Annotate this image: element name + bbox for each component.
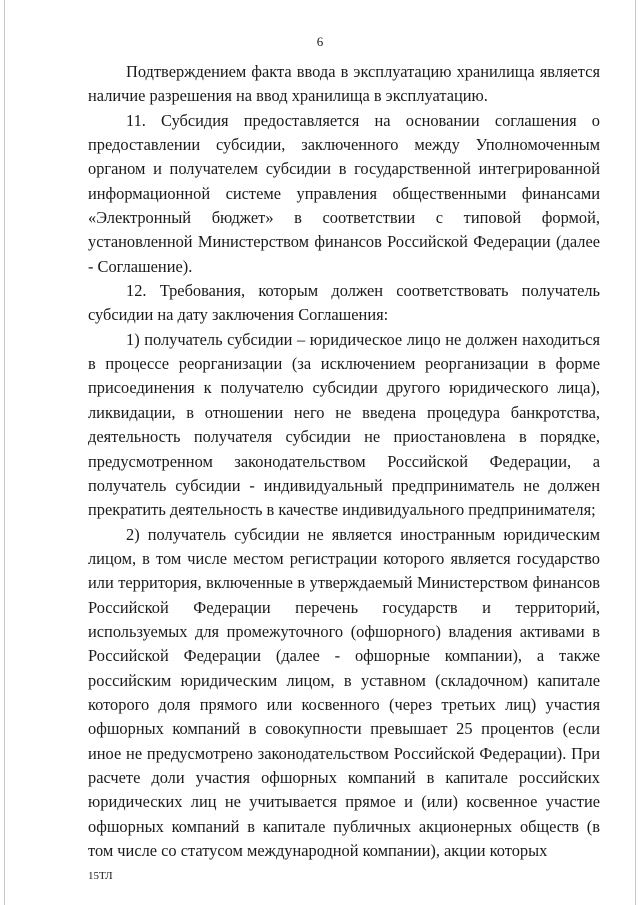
paragraph-12: 12. Требования, которым должен соответствовать получатель субсидии на дату заключения Соглашения: (88, 281, 600, 325)
paragraph-intro: Подтверждением факта ввода в эксплуатацию хранилища является наличие разрешения на ввод хранилища в эксплуатацию. (88, 62, 600, 106)
paragraph-12-item-2: 2) получатель субсидии не является иностранным юридическим лицом, в том числе местом регистрации которого является государство или территория, включенные в утверждаемый Министерством финансов Российской Федерации перечень государств и территорий, используемых для промежуточного (офшорного) владения активами в Российской Федерации (далее - офшорные компании), а также российским юридическим лицом, в уставном (складочном) капитале которого доля прямого или косвенного (через третьих лиц) участия офшорных компаний в совокупности превышает 25 процентов (если иное не предусмотрено законодательством Российской Федерации). При расчете доли участия офшорных компаний в капитале российских юридических лиц не учитывается прямое и (или) косвенное участие офшорных компаний в капитале публичных акционерных обществ (в том числе со статусом международной компании), акции которых (88, 524, 600, 860)
paragraph-11: 11. Субсидия предоставляется на основании соглашения о предоставлении субсидии, заключенного между Уполномоченным органом и получателем субсидии в государственной интегрированной информационной системе управления общественными финансами «Электронный бюджет» в соответствии с типовой формой, установленной Министерством финансов Российской Федерации (далее - Соглашение). (88, 110, 600, 276)
footer-code: 15ТЛ (88, 870, 113, 882)
scan-edge-left (4, 0, 5, 905)
scan-edge-right (635, 0, 636, 905)
page-number: 6 (316, 34, 324, 49)
paragraph-12-item-1: 1) получатель субсидии – юридическое лицо не должен находиться в процессе реорганизации (за исключением реорганизации в форме присоединения к получателю субсидии другого юридического лица), ликвидации, в отношении него не введена процедура банкротства, деятельность получателя субсидии не приостановлена в порядке, предусмотренном законодательством Российской Федерации, а получатель субсидии - индивидуальный предприниматель не должен прекратить деятельность в качестве индивидуального предпринимателя; (88, 329, 600, 520)
body-text (88, 60, 600, 863)
